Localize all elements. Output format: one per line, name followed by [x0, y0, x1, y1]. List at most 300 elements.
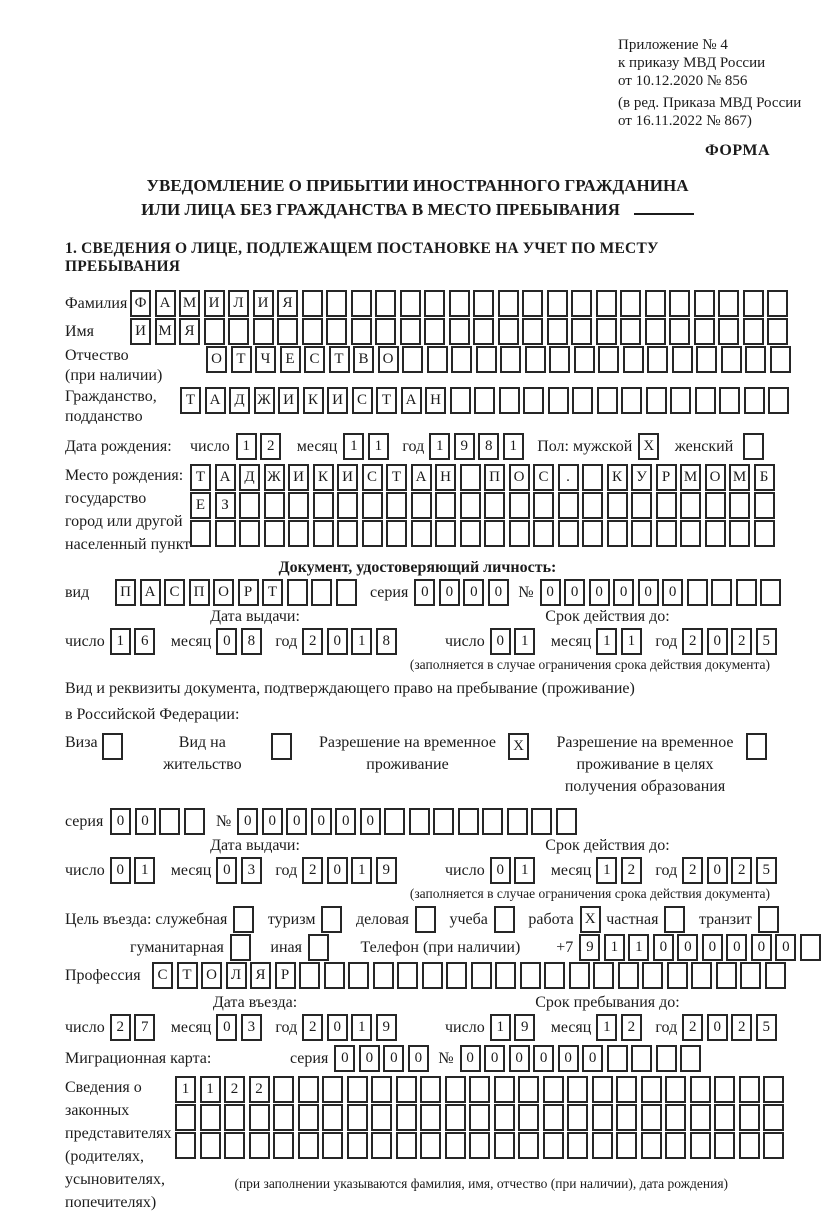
- char-cell[interactable]: 0: [775, 934, 796, 961]
- char-cell[interactable]: Я: [179, 318, 200, 345]
- char-cell[interactable]: 0: [216, 1014, 237, 1041]
- char-cell[interactable]: [582, 520, 603, 547]
- char-cell[interactable]: [482, 808, 503, 835]
- char-cell[interactable]: Е: [280, 346, 301, 373]
- char-cell[interactable]: Б: [754, 464, 775, 491]
- char-cell[interactable]: [494, 906, 515, 933]
- char-cell[interactable]: [569, 962, 590, 989]
- char-cell[interactable]: 0: [327, 1014, 348, 1041]
- char-cell[interactable]: 9: [454, 433, 475, 460]
- char-cell[interactable]: [473, 318, 494, 345]
- char-cell[interactable]: [371, 1132, 392, 1159]
- char-cell[interactable]: 0: [533, 1045, 554, 1072]
- char-cell[interactable]: [680, 1045, 701, 1072]
- char-cell[interactable]: 1: [628, 934, 649, 961]
- char-cell[interactable]: [474, 387, 495, 414]
- char-cell[interactable]: [298, 1076, 319, 1103]
- char-cell[interactable]: [592, 1076, 613, 1103]
- char-cell[interactable]: А: [205, 387, 226, 414]
- char-cell[interactable]: 0: [726, 934, 747, 961]
- char-cell[interactable]: [593, 962, 614, 989]
- char-cell[interactable]: [690, 1132, 711, 1159]
- char-cell[interactable]: 1: [351, 1014, 372, 1041]
- char-cell[interactable]: Д: [229, 387, 250, 414]
- char-cell[interactable]: [336, 579, 357, 606]
- char-cell[interactable]: А: [401, 387, 422, 414]
- char-cell[interactable]: [264, 492, 285, 519]
- char-cell[interactable]: 0: [135, 808, 156, 835]
- char-cell[interactable]: 9: [376, 1014, 397, 1041]
- char-cell[interactable]: [680, 520, 701, 547]
- char-cell[interactable]: 5: [756, 1014, 777, 1041]
- char-cell[interactable]: [228, 318, 249, 345]
- char-cell[interactable]: 1: [621, 628, 642, 655]
- char-cell[interactable]: [518, 1132, 539, 1159]
- char-cell[interactable]: [326, 318, 347, 345]
- char-cell[interactable]: П: [484, 464, 505, 491]
- char-cell[interactable]: [175, 1132, 196, 1159]
- char-cell[interactable]: [598, 346, 619, 373]
- char-cell[interactable]: [313, 492, 334, 519]
- char-cell[interactable]: 0: [359, 1045, 380, 1072]
- char-cell[interactable]: 1: [503, 433, 524, 460]
- char-cell[interactable]: [623, 346, 644, 373]
- char-cell[interactable]: [763, 1104, 784, 1131]
- char-cell[interactable]: Е: [190, 492, 211, 519]
- char-cell[interactable]: [271, 733, 292, 760]
- char-cell[interactable]: [298, 1132, 319, 1159]
- char-cell[interactable]: С: [533, 464, 554, 491]
- char-cell[interactable]: 7: [134, 1014, 155, 1041]
- char-cell[interactable]: [567, 1132, 588, 1159]
- char-cell[interactable]: [362, 520, 383, 547]
- char-cell[interactable]: [647, 346, 668, 373]
- char-cell[interactable]: [531, 808, 552, 835]
- char-cell[interactable]: [326, 290, 347, 317]
- char-cell[interactable]: [422, 962, 443, 989]
- char-cell[interactable]: [641, 1076, 662, 1103]
- char-cell[interactable]: 0: [463, 579, 484, 606]
- char-cell[interactable]: 0: [707, 628, 728, 655]
- char-cell[interactable]: [547, 318, 568, 345]
- char-cell[interactable]: [184, 808, 205, 835]
- char-cell[interactable]: 2: [682, 857, 703, 884]
- char-cell[interactable]: [299, 962, 320, 989]
- char-cell[interactable]: О: [201, 962, 222, 989]
- char-cell[interactable]: Л: [228, 290, 249, 317]
- char-cell[interactable]: [523, 387, 544, 414]
- char-cell[interactable]: [518, 1076, 539, 1103]
- char-cell[interactable]: П: [189, 579, 210, 606]
- char-cell[interactable]: [424, 318, 445, 345]
- char-cell[interactable]: [690, 1076, 711, 1103]
- char-cell[interactable]: 0: [662, 579, 683, 606]
- char-cell[interactable]: 2: [302, 1014, 323, 1041]
- char-cell[interactable]: [445, 1104, 466, 1131]
- char-cell[interactable]: [572, 387, 593, 414]
- char-cell[interactable]: О: [213, 579, 234, 606]
- char-cell[interactable]: [411, 492, 432, 519]
- char-cell[interactable]: А: [140, 579, 161, 606]
- char-cell[interactable]: [396, 1076, 417, 1103]
- char-cell[interactable]: [740, 962, 761, 989]
- char-cell[interactable]: М: [179, 290, 200, 317]
- char-cell[interactable]: [744, 387, 765, 414]
- char-cell[interactable]: И: [337, 464, 358, 491]
- char-cell[interactable]: [386, 520, 407, 547]
- char-cell[interactable]: [424, 290, 445, 317]
- char-cell[interactable]: [375, 290, 396, 317]
- char-cell[interactable]: 0: [490, 857, 511, 884]
- char-cell[interactable]: С: [304, 346, 325, 373]
- char-cell[interactable]: С: [362, 464, 383, 491]
- char-cell[interactable]: [597, 387, 618, 414]
- char-cell[interactable]: 2: [682, 1014, 703, 1041]
- char-cell[interactable]: [445, 1132, 466, 1159]
- char-cell[interactable]: .: [558, 464, 579, 491]
- char-cell[interactable]: [582, 464, 603, 491]
- char-cell[interactable]: [631, 1045, 652, 1072]
- char-cell[interactable]: А: [215, 464, 236, 491]
- char-cell[interactable]: [739, 1076, 760, 1103]
- char-cell[interactable]: 1: [514, 628, 535, 655]
- char-cell[interactable]: [460, 464, 481, 491]
- char-cell[interactable]: [690, 1104, 711, 1131]
- char-cell[interactable]: 9: [579, 934, 600, 961]
- char-cell[interactable]: [592, 1132, 613, 1159]
- char-cell[interactable]: К: [607, 464, 628, 491]
- char-cell[interactable]: 0: [383, 1045, 404, 1072]
- char-cell[interactable]: [518, 1104, 539, 1131]
- char-cell[interactable]: [616, 1076, 637, 1103]
- char-cell[interactable]: [273, 1104, 294, 1131]
- char-cell[interactable]: [695, 387, 716, 414]
- char-cell[interactable]: [460, 520, 481, 547]
- char-cell[interactable]: [616, 1132, 637, 1159]
- char-cell[interactable]: 1: [175, 1076, 196, 1103]
- char-cell[interactable]: [311, 579, 332, 606]
- char-cell[interactable]: [375, 318, 396, 345]
- char-cell[interactable]: [754, 492, 775, 519]
- char-cell[interactable]: [415, 906, 436, 933]
- char-cell[interactable]: [420, 1076, 441, 1103]
- char-cell[interactable]: [522, 318, 543, 345]
- char-cell[interactable]: [476, 346, 497, 373]
- char-cell[interactable]: 1: [200, 1076, 221, 1103]
- char-cell[interactable]: X: [580, 906, 601, 933]
- char-cell[interactable]: [607, 520, 628, 547]
- char-cell[interactable]: Р: [238, 579, 259, 606]
- char-cell[interactable]: [435, 520, 456, 547]
- char-cell[interactable]: [549, 346, 570, 373]
- char-cell[interactable]: [351, 318, 372, 345]
- char-cell[interactable]: [200, 1104, 221, 1131]
- char-cell[interactable]: [233, 906, 254, 933]
- char-cell[interactable]: 0: [408, 1045, 429, 1072]
- char-cell[interactable]: 0: [216, 857, 237, 884]
- char-cell[interactable]: 3: [241, 1014, 262, 1041]
- char-cell[interactable]: Ф: [130, 290, 151, 317]
- char-cell[interactable]: 1: [514, 857, 535, 884]
- char-cell[interactable]: [313, 520, 334, 547]
- char-cell[interactable]: [596, 318, 617, 345]
- char-cell[interactable]: [337, 492, 358, 519]
- char-cell[interactable]: [522, 290, 543, 317]
- char-cell[interactable]: [618, 962, 639, 989]
- char-cell[interactable]: И: [130, 318, 151, 345]
- char-cell[interactable]: 1: [429, 433, 450, 460]
- char-cell[interactable]: [721, 346, 742, 373]
- char-cell[interactable]: И: [278, 387, 299, 414]
- char-cell[interactable]: П: [115, 579, 136, 606]
- char-cell[interactable]: [714, 1132, 735, 1159]
- char-cell[interactable]: [670, 387, 691, 414]
- char-cell[interactable]: 1: [134, 857, 155, 884]
- char-cell[interactable]: [427, 346, 448, 373]
- char-cell[interactable]: [450, 387, 471, 414]
- char-cell[interactable]: [298, 1104, 319, 1131]
- char-cell[interactable]: 0: [558, 1045, 579, 1072]
- char-cell[interactable]: [525, 346, 546, 373]
- char-cell[interactable]: [302, 290, 323, 317]
- char-cell[interactable]: Ж: [264, 464, 285, 491]
- char-cell[interactable]: [411, 520, 432, 547]
- char-cell[interactable]: 2: [731, 1014, 752, 1041]
- char-cell[interactable]: [473, 290, 494, 317]
- char-cell[interactable]: А: [411, 464, 432, 491]
- char-cell[interactable]: [494, 1104, 515, 1131]
- char-cell[interactable]: У: [631, 464, 652, 491]
- char-cell[interactable]: [567, 1104, 588, 1131]
- char-cell[interactable]: 0: [327, 857, 348, 884]
- char-cell[interactable]: [665, 1132, 686, 1159]
- char-cell[interactable]: [687, 579, 708, 606]
- char-cell[interactable]: 0: [653, 934, 674, 961]
- char-cell[interactable]: [458, 808, 479, 835]
- char-cell[interactable]: [362, 492, 383, 519]
- char-cell[interactable]: Т: [177, 962, 198, 989]
- char-cell[interactable]: [767, 318, 788, 345]
- char-cell[interactable]: 2: [302, 628, 323, 655]
- char-cell[interactable]: [616, 1104, 637, 1131]
- char-cell[interactable]: 0: [237, 808, 258, 835]
- char-cell[interactable]: Я: [277, 290, 298, 317]
- char-cell[interactable]: О: [378, 346, 399, 373]
- char-cell[interactable]: [484, 492, 505, 519]
- char-cell[interactable]: 0: [638, 579, 659, 606]
- char-cell[interactable]: Ч: [255, 346, 276, 373]
- char-cell[interactable]: [669, 318, 690, 345]
- char-cell[interactable]: [239, 492, 260, 519]
- char-cell[interactable]: [607, 1045, 628, 1072]
- char-cell[interactable]: [509, 520, 530, 547]
- char-cell[interactable]: [544, 962, 565, 989]
- char-cell[interactable]: Л: [226, 962, 247, 989]
- char-cell[interactable]: В: [353, 346, 374, 373]
- char-cell[interactable]: [705, 492, 726, 519]
- char-cell[interactable]: 0: [707, 857, 728, 884]
- char-cell[interactable]: 0: [216, 628, 237, 655]
- char-cell[interactable]: [460, 492, 481, 519]
- char-cell[interactable]: [249, 1132, 270, 1159]
- char-cell[interactable]: [371, 1104, 392, 1131]
- char-cell[interactable]: [669, 290, 690, 317]
- char-cell[interactable]: И: [327, 387, 348, 414]
- char-cell[interactable]: Ж: [254, 387, 275, 414]
- char-cell[interactable]: [469, 1132, 490, 1159]
- char-cell[interactable]: [714, 1076, 735, 1103]
- char-cell[interactable]: 0: [460, 1045, 481, 1072]
- char-cell[interactable]: [642, 962, 663, 989]
- char-cell[interactable]: 0: [110, 857, 131, 884]
- char-cell[interactable]: [420, 1104, 441, 1131]
- char-cell[interactable]: А: [155, 290, 176, 317]
- char-cell[interactable]: 5: [756, 628, 777, 655]
- char-cell[interactable]: К: [313, 464, 334, 491]
- char-cell[interactable]: 1: [368, 433, 389, 460]
- char-cell[interactable]: [288, 520, 309, 547]
- char-cell[interactable]: [409, 808, 430, 835]
- char-cell[interactable]: [230, 934, 251, 961]
- char-cell[interactable]: [433, 808, 454, 835]
- char-cell[interactable]: [175, 1104, 196, 1131]
- char-cell[interactable]: [631, 520, 652, 547]
- char-cell[interactable]: [646, 387, 667, 414]
- char-cell[interactable]: [471, 962, 492, 989]
- char-cell[interactable]: Н: [435, 464, 456, 491]
- char-cell[interactable]: С: [352, 387, 373, 414]
- char-cell[interactable]: 2: [621, 857, 642, 884]
- char-cell[interactable]: [495, 962, 516, 989]
- char-cell[interactable]: 9: [376, 857, 397, 884]
- char-cell[interactable]: [543, 1132, 564, 1159]
- char-cell[interactable]: [277, 318, 298, 345]
- char-cell[interactable]: [656, 520, 677, 547]
- char-cell[interactable]: О: [705, 464, 726, 491]
- char-cell[interactable]: М: [729, 464, 750, 491]
- char-cell[interactable]: [763, 1132, 784, 1159]
- char-cell[interactable]: [547, 290, 568, 317]
- char-cell[interactable]: 1: [604, 934, 625, 961]
- char-cell[interactable]: 6: [134, 628, 155, 655]
- char-cell[interactable]: [641, 1132, 662, 1159]
- char-cell[interactable]: [667, 962, 688, 989]
- char-cell[interactable]: [543, 1104, 564, 1131]
- char-cell[interactable]: Д: [239, 464, 260, 491]
- char-cell[interactable]: 9: [514, 1014, 535, 1041]
- char-cell[interactable]: 0: [311, 808, 332, 835]
- char-cell[interactable]: [556, 808, 577, 835]
- char-cell[interactable]: [739, 1104, 760, 1131]
- char-cell[interactable]: [656, 1045, 677, 1072]
- char-cell[interactable]: [558, 492, 579, 519]
- char-cell[interactable]: К: [303, 387, 324, 414]
- char-cell[interactable]: [711, 579, 732, 606]
- char-cell[interactable]: [287, 579, 308, 606]
- char-cell[interactable]: [620, 290, 641, 317]
- char-cell[interactable]: 0: [484, 1045, 505, 1072]
- char-cell[interactable]: [768, 387, 789, 414]
- char-cell[interactable]: [445, 1076, 466, 1103]
- char-cell[interactable]: 2: [249, 1076, 270, 1103]
- char-cell[interactable]: [736, 579, 757, 606]
- char-cell[interactable]: [719, 387, 740, 414]
- char-cell[interactable]: 1: [110, 628, 131, 655]
- char-cell[interactable]: 2: [731, 857, 752, 884]
- char-cell[interactable]: [705, 520, 726, 547]
- char-cell[interactable]: [347, 1076, 368, 1103]
- char-cell[interactable]: [308, 934, 329, 961]
- char-cell[interactable]: [264, 520, 285, 547]
- char-cell[interactable]: [204, 318, 225, 345]
- char-cell[interactable]: [396, 1104, 417, 1131]
- char-cell[interactable]: [574, 346, 595, 373]
- char-cell[interactable]: [558, 520, 579, 547]
- char-cell[interactable]: X: [508, 733, 529, 760]
- char-cell[interactable]: М: [680, 464, 701, 491]
- char-cell[interactable]: [400, 290, 421, 317]
- char-cell[interactable]: [215, 520, 236, 547]
- char-cell[interactable]: Р: [275, 962, 296, 989]
- char-cell[interactable]: [729, 520, 750, 547]
- char-cell[interactable]: 0: [334, 1045, 355, 1072]
- char-cell[interactable]: [714, 1104, 735, 1131]
- char-cell[interactable]: [621, 387, 642, 414]
- char-cell[interactable]: 1: [596, 857, 617, 884]
- char-cell[interactable]: 1: [596, 1014, 617, 1041]
- char-cell[interactable]: Т: [231, 346, 252, 373]
- char-cell[interactable]: [665, 1076, 686, 1103]
- char-cell[interactable]: 0: [439, 579, 460, 606]
- char-cell[interactable]: [449, 318, 470, 345]
- char-cell[interactable]: 2: [224, 1076, 245, 1103]
- char-cell[interactable]: [718, 318, 739, 345]
- char-cell[interactable]: [224, 1132, 245, 1159]
- char-cell[interactable]: [159, 808, 180, 835]
- char-cell[interactable]: [696, 346, 717, 373]
- char-cell[interactable]: 0: [589, 579, 610, 606]
- char-cell[interactable]: М: [155, 318, 176, 345]
- char-cell[interactable]: 0: [360, 808, 381, 835]
- char-cell[interactable]: 0: [286, 808, 307, 835]
- char-cell[interactable]: [239, 520, 260, 547]
- char-cell[interactable]: [765, 962, 786, 989]
- char-cell[interactable]: [664, 906, 685, 933]
- char-cell[interactable]: 0: [490, 628, 511, 655]
- char-cell[interactable]: 0: [702, 934, 723, 961]
- char-cell[interactable]: 2: [260, 433, 281, 460]
- char-cell[interactable]: [543, 1076, 564, 1103]
- char-cell[interactable]: [494, 1076, 515, 1103]
- char-cell[interactable]: [500, 346, 521, 373]
- char-cell[interactable]: [548, 387, 569, 414]
- char-cell[interactable]: [337, 520, 358, 547]
- char-cell[interactable]: [420, 1132, 441, 1159]
- char-cell[interactable]: [694, 318, 715, 345]
- char-cell[interactable]: [224, 1104, 245, 1131]
- char-cell[interactable]: [494, 1132, 515, 1159]
- char-cell[interactable]: 8: [241, 628, 262, 655]
- char-cell[interactable]: И: [288, 464, 309, 491]
- char-cell[interactable]: 0: [335, 808, 356, 835]
- char-cell[interactable]: 8: [376, 628, 397, 655]
- char-cell[interactable]: Т: [180, 387, 201, 414]
- char-cell[interactable]: [718, 290, 739, 317]
- char-cell[interactable]: [745, 346, 766, 373]
- char-cell[interactable]: Т: [190, 464, 211, 491]
- char-cell[interactable]: [322, 1132, 343, 1159]
- char-cell[interactable]: 8: [478, 433, 499, 460]
